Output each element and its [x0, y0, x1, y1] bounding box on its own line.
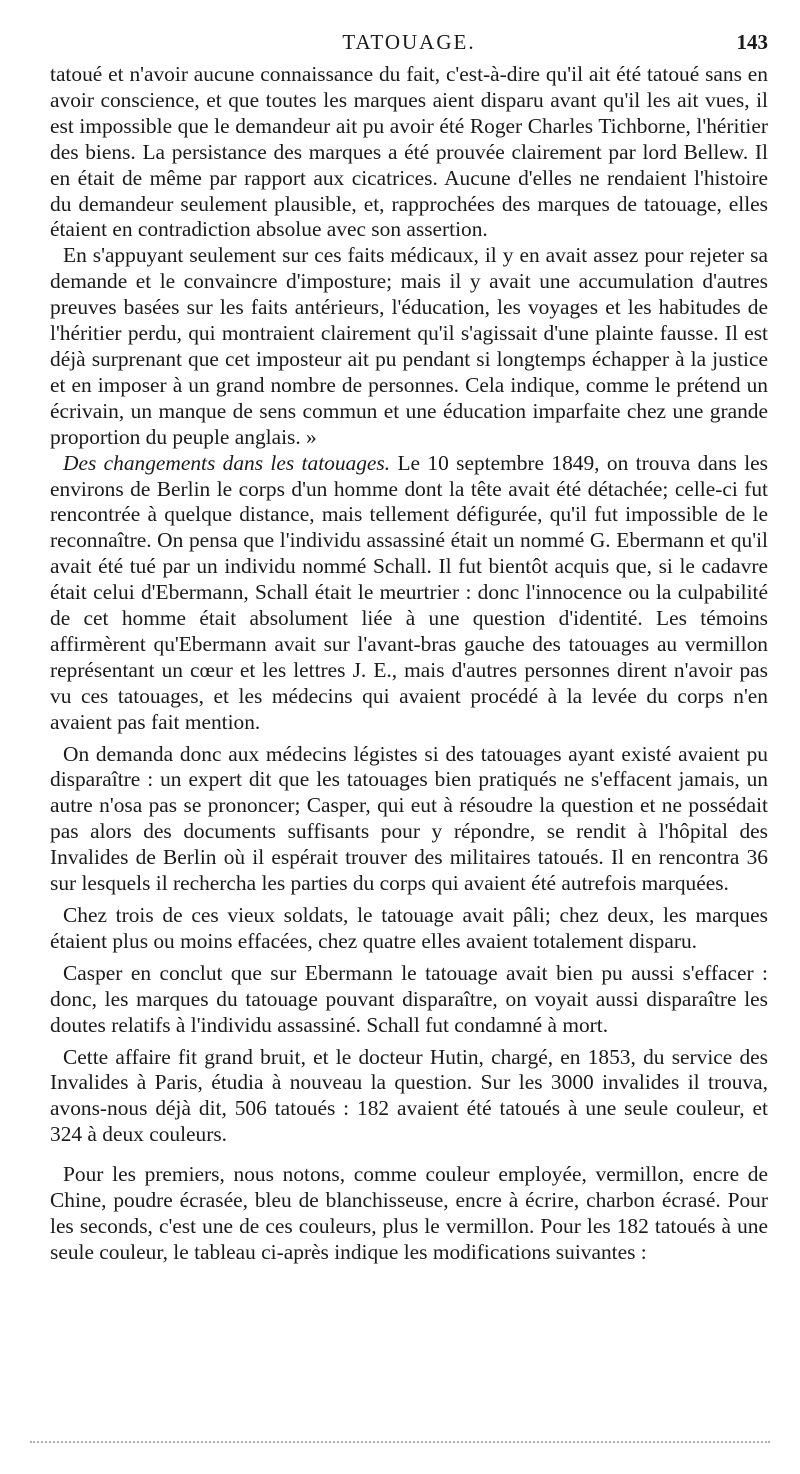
running-title: TATOUAGE. — [342, 30, 476, 54]
paragraph-7: Cette affaire fit grand bruit, et le docteur Hutin, chargé, en 1853, du service des Invalides à Paris, étudia à nouveau la question. Sur les 3000 invalides il trouva, avons-nous déjà dit, 506 tatoués : 182 avaient été tatoués à une seule couleur, et 324 à deux couleurs. — [50, 1044, 768, 1147]
paragraph-2: En s'appuyant seulement sur ces faits médicaux, il y en avait assez pour rejeter sa demande et le convaincre d'imposture; mais il y avait une accumulation d'autres preuves basées sur les faits antérieurs, l'éducation, les voyages et les habitudes de l'héritier perdu, qui montraient clairement qu'il s'agissait d'une plainte fausse. Il est déjà surprenant que cet imposteur ait pu pendant si longtemps échapper à la justice et en imposer à un grand nombre de personnes. Cela indique, comme le prétend un écrivain, un manque de sens commun et une éducation imparfaite chez une grande proportion du peuple anglais. » — [50, 243, 768, 449]
paragraph-3-text: Le 10 septembre 1849, on trouva dans les environs de Berlin le corps d'un homme dont la tête avait été détachée; celle-ci fut rencontrée à quelque distance, mais tellement défigurée, qu'il fut impossible de le reconnaître. On pensa que l'individu assassiné était un nommé G. Ebermann et qu'il avait été tué par un individu nommé Schall. Il fut bientôt acquis que, si le cadavre était celui d'Ebermann, Schall était le meurtrier : donc l'innocence ou la culpabilité de cet homme était absolument liée à une question d'identité. Les témoins affirmèrent qu'Ebermann avait sur l'avant-bras gauche des tatouages au vermillon représentant un cœur et les lettres J. E., mais d'autres personnes dirent n'avoir pas vu ces tatouages, et les médecins qui avaient procédé à la levée du corps n'en avaient pas fait mention. — [50, 450, 768, 734]
bottom-dotted-rule — [30, 1441, 770, 1443]
paragraph-3 — [50, 451, 768, 736]
running-header — [50, 30, 768, 56]
section-heading-italic: Des changements dans les tatouages. — [63, 450, 391, 475]
paragraph-8: Pour les premiers, nous notons, comme couleur employée, vermillon, encre de Chine, poudre écrasée, bleu de blanchisseuse, encre à écrire, charbon écrasé. Pour les seconds, c'est une de ces couleurs, plus le vermillon. Pour les 182 tatoués à une seule couleur, le tableau ci-après indique les modifications suivantes : — [50, 1162, 768, 1264]
paragraph-4: On demanda donc aux médecins légistes si des tatouages ayant existé avaient pu disparaître : un expert dit que les tatouages bien pratiqués ne s'effacent jamais, un autre n'osa pas se prononcer; Casper, qui eut à résoudre la question et ne possédait pas alors des documents suffisants pour y répondre, se rendit à l'hôpital des Invalides de Berlin où il espérait trouver des militaires tatoués. Il en rencontra 36 sur lesquels il rechercha les parties du corps qui avaient été autrefois marquées. — [50, 741, 768, 896]
paragraph-6: Casper en conclut que sur Ebermann le tatouage avait bien pu aussi s'effacer : donc, les marques du tatouage pouvant disparaître, on voyait aussi disparaître les doutes relatifs à l'individu assassiné. Schall fut condamné à mort. — [50, 960, 768, 1037]
page-number: 143 — [736, 30, 768, 54]
paragraph-1: tatoué et n'avoir aucune connaissance du fait, c'est-à-dire qu'il ait été tatoué sans en avoir conscience, et que toutes les marques aient disparu avant qu'il les ait vues, il est impossible que le demandeur ait pu avoir été Roger Charles Tichborne, l'héritier des biens. La persistance des marques a été prouvée clairement par lord Bellew. Il en était de même par rapport aux cicatrices. Aucune d'elles ne rendaient l'histoire du demandeur seulement plausible, et, rapprochées des marques de tatouage, elles étaient en contradiction absolue avec son assertion. — [50, 62, 768, 242]
paragraph-5: Chez trois de ces vieux soldats, le tatouage avait pâli; chez deux, les marques étaient plus ou moins effacées, chez quatre elles avaient totalement disparu. — [50, 903, 768, 953]
body-text — [50, 62, 768, 1266]
